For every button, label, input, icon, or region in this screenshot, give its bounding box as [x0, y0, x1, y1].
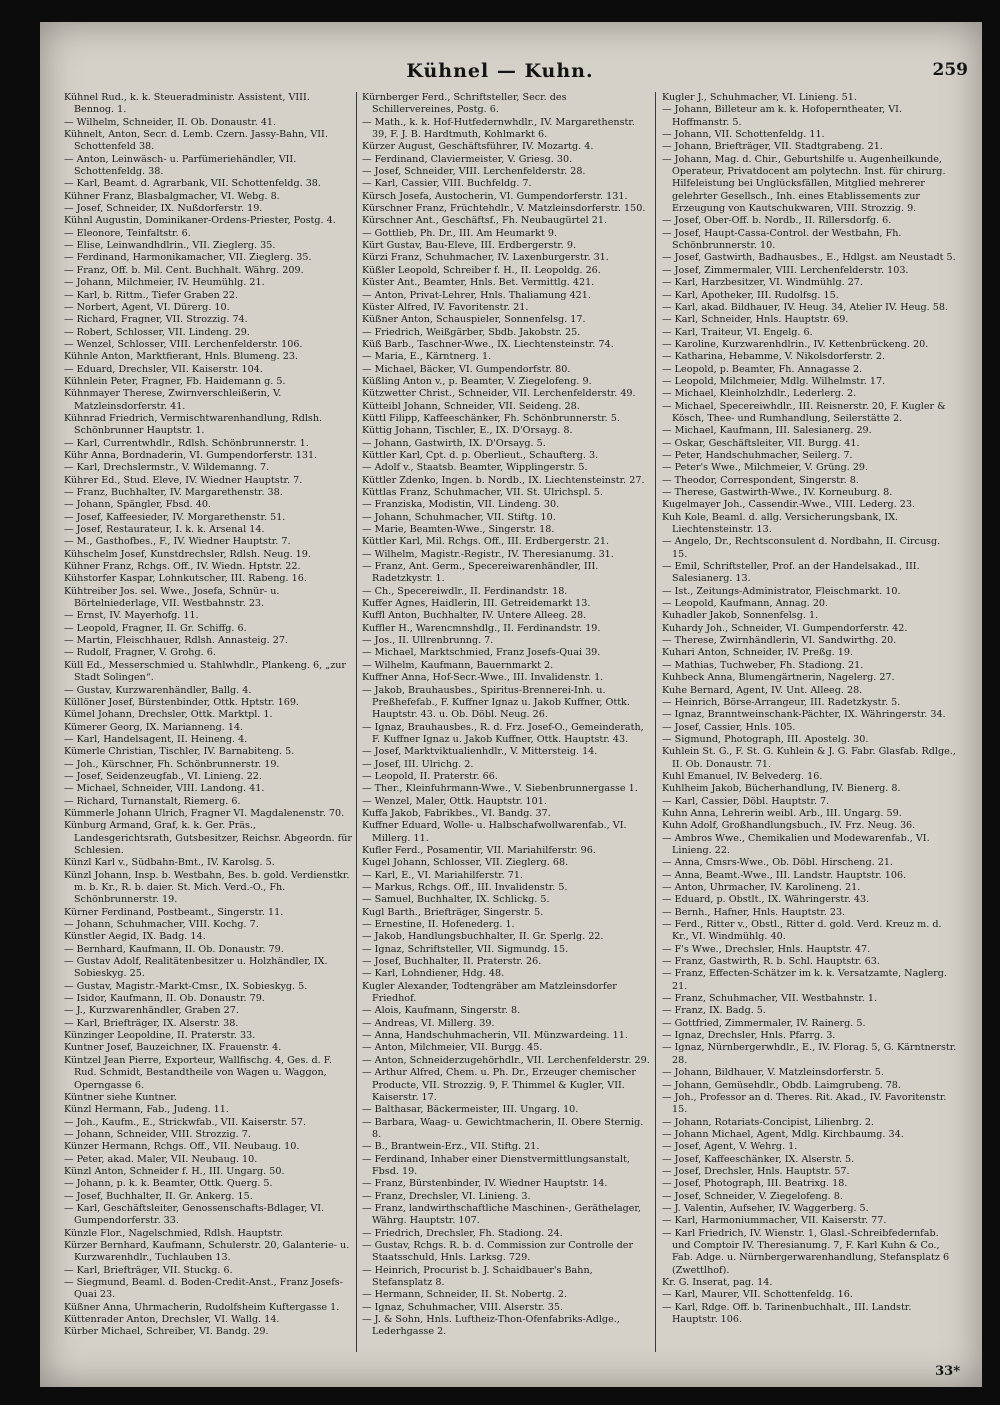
- directory-entry: Küßner Anton, Schauspieler, Sonnenfelsg. 17.: [362, 314, 586, 326]
- directory-entry: — Johann, Schuhmacher, VIII. Kochg. 7.: [64, 919, 259, 931]
- directory-entry: Kürnberger Ferd., Schriftsteller, Secr. des Schillervereines, Postg. 6.: [362, 92, 567, 116]
- directory-entry: — Johann Michael, Agent, Mdlg. Kirchbaumg. 34.: [662, 1128, 904, 1140]
- directory-entry: — Karoline, Kurzwarenhdlrin., IV. Kettenbrückeng. 20.: [662, 338, 929, 350]
- directory-entry: — Jos., II. Ullrenbrunng. 7.: [362, 635, 494, 647]
- directory-entry: — Karl, Traiteur, VI. Engelg. 6.: [662, 326, 813, 338]
- directory-entry: — Leopold, Fragner, II. Gr. Schiffg. 6.: [64, 622, 247, 634]
- directory-entry: — Peter's Wwe., Milchmeier, V. Grüng. 29.: [662, 462, 869, 474]
- directory-entry: Kührer Ed., Stud. Eleve, IV. Wiedner Hauptstr. 7.: [64, 474, 303, 486]
- directory-entry: — Johann, p. k. k. Beamter, Ottk. Querg. 5.: [64, 1178, 273, 1190]
- directory-entry: — Leopold, II. Praterstr. 66.: [362, 770, 498, 782]
- directory-entry: — Michael, Kaufmann, III. Salesianerg. 29.: [662, 425, 872, 437]
- directory-entry: Kühner Franz, Blasbalgmacher, VI. Webg. 8.: [64, 190, 280, 202]
- directory-entry: — Andreas, VI. Millerg. 39.: [362, 1017, 495, 1029]
- directory-entry: — Karl, akad. Bildhauer, IV. Heug. 34, Atelier IV. Heug. 58.: [662, 301, 949, 313]
- running-title: Kühnel — Kuhn.: [406, 60, 594, 82]
- directory-entry: — Bernh., Hafner, Hnls. Hauptstr. 23.: [662, 906, 846, 918]
- directory-entry: — Franz, Off. b. Mil. Cent. Buchhalt. Währg. 209.: [64, 264, 304, 276]
- directory-entry: — Ferdinand, Inhaber einer Dienstvermittlungsanstalt, Fbsd. 19.: [362, 1153, 630, 1177]
- directory-entry: — Karl, Cassier, VIII. Buchfeldg. 7.: [362, 178, 532, 190]
- directory-entry: — Eduard, p. Obstlt., IX. Währingerstr. 43.: [662, 894, 870, 906]
- directory-entry: — Marie, Beamten-Wwe., Singerstr. 18.: [362, 524, 555, 536]
- directory-entry: — Michael, Schneider, VIII. Landong. 41.: [64, 783, 265, 795]
- directory-entry: — Sigmund, Photograph, III. Apostelg. 30.: [662, 733, 869, 745]
- directory-entry: — Barbara, Waag- u. Gewichtmacherin, II. Obere Sternig. 8.: [362, 1116, 644, 1140]
- directory-entry: Kuhn Adolf, Großhandlungsbuch., IV. Frz. Neug. 36.: [662, 820, 916, 832]
- directory-entry: Kr. G. Inserat, pag. 14.: [662, 1277, 773, 1288]
- directory-entry: Kuffner Eduard, Wolle- u. Halbschafwollwarenfab., VI. Millerg. 11.: [362, 820, 627, 844]
- directory-column-3: [662, 92, 958, 1362]
- directory-entry: — Karl, Harmoniummacher, VII. Kaiserstr. 77.: [662, 1215, 887, 1227]
- column-divider: [356, 92, 357, 1352]
- directory-entry: — Josef, Kaffeesieder, IV. Morgarethenstr. 51.: [64, 511, 286, 523]
- directory-entry: Küßler Leopold, Schreiber f. H., II. Leopoldg. 26.: [362, 264, 601, 276]
- directory-entry: — Jakob, Handlungsbuchhalter, II. Gr. Sperlg. 22.: [362, 931, 604, 943]
- directory-entry: — Johann, Mag. d. Chir., Geburtshilfe u. Augenheilkunde, Operateur, Privatdocent am polytechn. Inst. für chirurg. Hilfeleistung bei Unglücksfällen, Mitglied mehrerer gelehrter Gesellsch., Inh. eines Etablissements zur Erzeugung von Kautschukwaren, VIII. Strozzig. 9.: [662, 153, 946, 215]
- directory-entry: — Ist., Zeitungs-Administrator, Fleischmarkt. 10.: [662, 585, 901, 597]
- directory-entry: — Arthur Alfred, Chem. u. Ph. Dr., Erzeuger chemischer Producte, VII. Strozzig. 9, F. Thimmel & Kugler, VII. Kaiserstr. 17.: [362, 1067, 636, 1103]
- directory-entry: — Josef, Kaffeeschänker, IX. Alserstr. 5.: [662, 1153, 855, 1165]
- directory-entry: Kugl Barth., Briefträger, Singerstr. 5.: [362, 906, 544, 918]
- directory-entry: Künzl Karl v., Südbahn-Bmt., IV. Karolsg. 5.: [64, 857, 275, 869]
- directory-entry: — Karl, Rdge. Off. b. Tarinenbuchhalt., III. Landstr. Hauptstr. 106.: [662, 1301, 912, 1326]
- directory-entry: Küßner Anna, Uhrmacherin, Rudolfsheim Kuftergasse 1.: [64, 1301, 340, 1313]
- directory-entry: — Josef, Buchhalter, II. Praterstr. 26.: [362, 956, 542, 968]
- directory-entry: — Johann, Gemüsehdlr., Obdb. Laimgrubeng. 78.: [662, 1079, 901, 1091]
- directory-entry: Kühnelt, Anton, Secr. d. Lemb. Czern. Jassy-Bahn, VII. Schottenfeld 38.: [64, 129, 328, 153]
- directory-entry: Künzle Flor., Nagelschmied, Rdlsh. Hauptstr.: [64, 1227, 284, 1239]
- directory-entry: — Franz, Bürstenbinder, IV. Wiedner Hauptstr. 14.: [362, 1178, 608, 1190]
- directory-entry: Kuhardy Joh., Schneider, VI. Gumpendorferstr. 42.: [662, 622, 908, 634]
- directory-entry: Kugel Johann, Schlosser, VII. Zieglerg. 68.: [362, 857, 569, 869]
- directory-column-1: [64, 92, 352, 1362]
- directory-entry: Kühr Anna, Bordnaderin, VI. Gumpendorferstr. 131.: [64, 449, 318, 461]
- directory-entry: — Michael, Kleinholzhdlr., Lederlerg. 2.: [662, 388, 857, 400]
- directory-entry: Kürzer Bernhard, Kaufmann, Schulerstr. 20, Galanterie- u. Kurzwarenhdlr., Tuchlauben 13.: [64, 1239, 350, 1264]
- directory-entry: Kuh Kole, Beaml. d. allg. Versicherungsbank, IX. Liechtensteinstr. 13.: [662, 511, 899, 536]
- directory-entry: — Ernst, IV. Mayerhofg. 11.: [64, 610, 199, 622]
- directory-entry: Künstler Aegid, IX. Badg. 14.: [64, 931, 206, 943]
- directory-entry: — Ignaz, Brauhausbes., R. d. Frz. Josef-O., Gemeinderath, F. Kuffner Ignaz u. Jakob Kuffner, Ottk. Hauptstr. 43.: [362, 721, 644, 745]
- directory-entry: — Joh., Professor an d. Theres. Rit. Akad., IV. Favoritenstr. 15.: [662, 1091, 947, 1116]
- directory-entry: — Josef, Gastwirth, Badhausbes., E., Hdlgst. am Neustadt 5.: [662, 252, 956, 264]
- directory-entry: Kuhl Emanuel, IV. Belvederg. 16.: [662, 770, 823, 782]
- directory-entry: Künzl Hermann, Fab., Judeng. 11.: [64, 1104, 229, 1116]
- directory-entry: — Karl, Currentwhdlr., Rdlsh. Schönbrunnerstr. 1.: [64, 437, 309, 449]
- directory-entry: Küttenrader Anton, Drechsler, VI. Wallg. 14.: [64, 1314, 280, 1326]
- directory-entry: Kuffa Jakob, Fabrikbes., VI. Bandg. 37.: [362, 807, 551, 819]
- directory-entry: — M., Gasthofbes., F., IV. Wiedner Hauptstr. 7.: [64, 536, 291, 548]
- directory-entry: Kuffer Agnes, Haidlerin, III. Getreidemarkt 13.: [362, 598, 591, 610]
- directory-entry: — Karl, Briefträger, VII. Stuckg. 6.: [64, 1264, 233, 1276]
- directory-entry: — Michael, Marktschmied, Franz Josefs-Quai 39.: [362, 647, 601, 659]
- directory-entry: — Karl, Apotheker, III. Rudolfsg. 15.: [662, 289, 839, 301]
- directory-entry: — Therese, Zwirnhändlerin, VI. Sandwirthg. 20.: [662, 635, 897, 647]
- directory-entry: — J. & Sohn, Hnls. Luftheiz-Thon-Ofenfabriks-Adlge., Lederhgasse 2.: [362, 1314, 620, 1338]
- directory-entry: — Alois, Kaufmann, Singerstr. 8.: [362, 1005, 521, 1017]
- directory-entry: Küntner siehe Kuntner.: [64, 1091, 177, 1103]
- directory-entry: — J. Valentin, Aufseher, IV. Waggerberg. 5.: [662, 1202, 869, 1214]
- directory-entry: Küttler Karl, Mil. Rchgs. Off., III. Erdbergerstr. 21.: [362, 536, 610, 548]
- directory-entry: — Anton, Milchmeier, VII. Burgg. 45.: [362, 1042, 543, 1054]
- directory-entry: — Johann, Rotariats-Concipist, Lilienbrg. 2.: [662, 1116, 874, 1128]
- directory-entry: — Karl, Schneider, Hnls. Hauptstr. 69.: [662, 314, 849, 326]
- directory-entry: Küttler Zdenko, Ingen. b. Nordb., IX. Liechtensteinstr. 27.: [362, 474, 645, 486]
- directory-entry: Küster Ant., Beamter, Hnls. Bet. Vermittlg. 421.: [362, 277, 595, 289]
- directory-entry: — Michael, Specereiwhdlr., III. Reisnerstr. 20, F. Kugler & Kösch, Thee- und Rumhandlung, Seilerstätte 2.: [662, 400, 946, 424]
- directory-entry: — Therese, Gastwirth-Wwe., IV. Korneuburg. 8.: [662, 487, 893, 498]
- directory-entry: — Johann, VII. Schottenfeldg. 11.: [662, 129, 825, 141]
- directory-entry: Kühnlein Peter, Fragner, Fb. Haidemann g. 5.: [64, 375, 286, 387]
- directory-entry: — Josef, Drechsler, Hnls. Hauptstr. 57.: [662, 1165, 850, 1177]
- directory-entry: — Richard, Fragner, VII. Strozzig. 74.: [64, 314, 248, 326]
- directory-entry: — Jakob, Brauhausbes., Spiritus-Brennerei-Inh. u. Preßhefefab., F. Kuffner Ignaz u. Jakob Kuffner, Ottk. Hauptstr. 43. u. Ob. Döbl. Neug. 26.: [362, 684, 630, 721]
- directory-entry: — Hermann, Schneider, II. St. Nobertg. 2.: [362, 1289, 568, 1301]
- directory-entry: — Karl, E., VI. Mariahilferstr. 71.: [362, 869, 523, 881]
- directory-entry: — B., Brantwein-Erz., VII. Stiftg. 21.: [362, 1141, 540, 1153]
- directory-entry: — Angelo, Dr., Rechtsconsulent d. Nordbahn, II. Circusg. 15.: [662, 536, 941, 560]
- directory-entry: — Josef, Schneider, VIII. Lerchenfelderstr. 28.: [362, 166, 586, 178]
- directory-entry: — Martin, Fleischhauer, Rdlsh. Annasteig. 27.: [64, 635, 288, 647]
- directory-entry: Kürt Gustav, Bau-Eleve, III. Erdbergerstr. 9.: [362, 240, 577, 252]
- directory-entry: — Johann, Gastwirth, IX. D'Orsayg. 5.: [362, 437, 546, 449]
- directory-entry: — Anton, Leinwäsch- u. Parfümeriehändler, VII. Schottenfeldg. 38.: [64, 153, 297, 178]
- directory-entry: — Ambros Wwe., Chemikalien und Modewarenfab., VI. Linieng. 22.: [662, 832, 930, 856]
- directory-entry: — Josef, Photograph, III. Beatrixg. 18.: [662, 1178, 848, 1190]
- directory-entry: Kümel Johann, Drechsler, Ottk. Marktpl. 1.: [64, 709, 273, 721]
- directory-entry: Kürsch Josefa, Austocherin, VI. Gumpendorferstr. 131.: [362, 190, 628, 202]
- directory-entry: Künzl Anton, Schneider f. H., III. Ungarg. 50.: [64, 1165, 285, 1177]
- directory-entry: — Oskar, Geschäftsleiter, VII. Burgg. 41.: [662, 437, 860, 449]
- directory-entry: — Karl, Handelsagent, II. Heineng. 4.: [64, 733, 248, 745]
- directory-entry: — Karl, Lohndiener, Hdg. 48.: [362, 968, 505, 980]
- directory-entry: — Joh., Kürschner, Fh. Schönbrunnerstr. 19.: [64, 758, 280, 770]
- directory-entry: — Robert, Schlosser, VII. Lindeng. 29.: [64, 326, 250, 338]
- directory-entry: Küntzel Jean Pierre, Exporteur, Wallfischg. 4, Ges. d. F. Rud. Schmidt, Bestandtheile von Wagen u. Waggon, Operngasse 6.: [64, 1054, 332, 1091]
- directory-entry: — Wilhelm, Schneider, II. Ob. Donaustr. 41.: [64, 116, 277, 128]
- directory-entry: — Michael, Bäcker, VI. Gumpendorfstr. 80.: [362, 363, 571, 375]
- directory-entry: — Johann, Schneider, VIII. Strozzig. 7.: [64, 1128, 251, 1140]
- directory-entry: Kühnrad Friedrich, Vermischtwarenhandlung, Rdlsh. Schönbrunner Hauptstr. 1.: [64, 412, 323, 437]
- directory-entry: Kuffl Anton, Buchhalter, IV. Untere Alleeg. 28.: [362, 610, 587, 622]
- directory-entry: — Leopold, Kaufmann, Annag. 20.: [662, 598, 829, 610]
- directory-entry: — Emil, Schriftsteller, Prof. an der Handelsakad., III. Salesianerg. 13.: [662, 561, 920, 585]
- directory-entry: Künzer Hermann, Rchgs. Off., VII. Neubaug. 10.: [64, 1141, 300, 1153]
- directory-entry: — Josef, Zimmermaler, VIII. Lerchenfelderstr. 103.: [662, 264, 909, 276]
- directory-entry: — Isidor, Kaufmann, II. Ob. Donaustr. 79.: [64, 993, 265, 1005]
- directory-entry: — Anna, Beamt.-Wwe., III. Landstr. Hauptstr. 106.: [662, 869, 907, 881]
- directory-entry: — Karl, Maurer, VII. Schottenfeldg. 16.: [662, 1289, 853, 1301]
- directory-entry: — Gustav, Kurzwarenhändler, Ballg. 4.: [64, 684, 252, 696]
- directory-entry: — Friedrich, Drechsler, Fh. Stadiong. 24.: [362, 1227, 563, 1239]
- directory-entry: Kühnel Rud., k. k. Steueradministr. Assistent, VIII. Bennog. 1.: [64, 92, 310, 116]
- directory-entry: — Franz, Buchhalter, IV. Margarethenstr. 38.: [64, 487, 283, 498]
- signature-mark: 33*: [935, 1364, 960, 1379]
- directory-entry: — Wenzel, Schlosser, VIII. Lerchenfelderstr. 106.: [64, 338, 303, 350]
- directory-entry: — Peter, Handschuhmacher, Seilerg. 7.: [662, 449, 853, 461]
- directory-entry: — Friedrich, Weißgärber, Sbdb. Jakobstr. 25.: [362, 326, 581, 338]
- directory-entry: Kuhlheim Jakob, Bücherhandlung, IV. Bienerg. 8.: [662, 783, 901, 795]
- directory-entry: Kümmerle Johann Ulrich, Fragner VI. Magdalenenstr. 70.: [64, 807, 345, 819]
- directory-entry: — Franz, Gastwirth, R. b. Schl. Hauptstr. 63.: [662, 956, 880, 968]
- directory-entry: Kühnl Augustin, Dominikaner-Ordens-Priester, Postg. 4.: [64, 215, 336, 227]
- directory-entry: — Karl, Beamt. d. Agrarbank, VII. Schottenfeldg. 38.: [64, 178, 321, 190]
- directory-page: [40, 22, 982, 1387]
- directory-entry: — Franziska, Modistin, VII. Lindeng. 30.: [362, 499, 560, 511]
- directory-entry: — Johann, Billeteur am k. k. Hofoperntheater, VI. Hoffmanstr. 5.: [662, 104, 903, 128]
- directory-entry: — Peter, akad. Maler, VII. Neubaug. 10.: [64, 1153, 258, 1165]
- directory-entry: — Bernhard, Kaufmann, II. Ob. Donaustr. 79.: [64, 943, 284, 955]
- directory-entry: — Johann, Milchmeier, IV. Heumühlg. 21.: [64, 277, 265, 289]
- directory-entry: Küttig Johann, Tischler, E., IX. D'Orsayg. 8.: [362, 425, 573, 437]
- directory-entry: Küßling Anton v., p. Beamter, V. Ziegelofeng. 9.: [362, 375, 592, 387]
- directory-entry: — Markus, Rchgs. Off., III. Invalidenstr. 5.: [362, 882, 568, 893]
- directory-entry: — Josef, Marktviktualienhdlr., V. Mittersteig. 14.: [362, 746, 598, 758]
- directory-entry: — Franz, Drechsler, VI. Linieng. 3.: [362, 1190, 531, 1202]
- directory-entry: — Ignaz, Nürnbergerwhdlr., E., IV. Florag. 5, G. Kärntnerstr. 28.: [662, 1042, 957, 1066]
- directory-entry: — Johann, Bildhauer, V. Matzleinsdorferstr. 5.: [662, 1067, 884, 1079]
- directory-entry: — Karl, Briefträger, IX. Alserstr. 38.: [64, 1017, 239, 1029]
- directory-entry: — Franz, IX. Badg. 5.: [662, 1005, 766, 1017]
- directory-entry: — Heinrich, Procurist b. J. Schaidbauer's Bahn, Stefansplatz 8.: [362, 1264, 593, 1288]
- directory-entry: Kuhari Anton, Schneider, IV. Preßg. 19.: [662, 647, 854, 659]
- directory-entry: — Josef, Haupt-Cassa-Control. der Westbahn, Fh. Schönbrunnerstr. 10.: [662, 227, 902, 252]
- directory-entry: — Gustav Adolf, Realitätenbesitzer u. Holzhändler, IX. Sobieskyg. 25.: [64, 956, 328, 980]
- directory-entry: — Josef, Schneider, IX. Nußdorferstr. 19.: [64, 203, 263, 215]
- directory-entry: Kümerle Christian, Tischler, IV. Barnabiteng. 5.: [64, 746, 295, 758]
- directory-entry: — Samuel, Buchhalter, IX. Schlickg. 5.: [362, 894, 550, 906]
- directory-entry: Kuhn Anna, Lehrerin weibl. Arb., III. Ungarg. 59.: [662, 807, 902, 819]
- directory-entry: — Norbert, Agent, VI. Dürerg. 10.: [64, 301, 230, 313]
- directory-entry: Kühschelm Josef, Kunstdrechsler, Rdlsh. Neug. 19.: [64, 548, 311, 560]
- directory-entry: Küll Ed., Messerschmied u. Stahlwhdlr., Plankeng. 6, „zur Stadt Solingen“.: [64, 659, 347, 684]
- directory-entry: Kuhbeck Anna, Blumengärtnerin, Nagelerg. 27.: [662, 672, 895, 684]
- directory-entry: — Ch., Specereiwdlr., II. Ferdinandstr. 18.: [362, 585, 568, 597]
- directory-entry: Kugler Alexander, Todtengräber am Matzleinsdorfer Friedhof.: [362, 980, 617, 1005]
- directory-entry: Küttl Filipp, Kaffeeschänker, Fh. Schönbrunnerstr. 5.: [362, 412, 620, 424]
- directory-entry: Kühstorfer Kaspar, Lohnkutscher, III. Rabeng. 16.: [64, 573, 307, 585]
- page-header: [40, 60, 982, 88]
- directory-entry: Kugler J., Schuhmacher, VI. Linieng. 51.: [662, 92, 857, 103]
- directory-entry: — Wilhelm, Magistr.-Registr., IV. Theresianumg. 31.: [362, 548, 614, 560]
- directory-entry: — Ignaz, Schuhmacher, VIII. Alserstr. 35.: [362, 1301, 564, 1313]
- directory-entry: — Johann, Schuhmacher, VII. Stiftg. 10.: [362, 511, 556, 523]
- directory-entry: Kürschner Franz, Früchtehdlr., V. Matzleinsdorferstr. 150.: [362, 203, 646, 215]
- directory-entry: — Karl, b. Rittm., Tiefer Graben 22.: [64, 289, 239, 301]
- directory-entry: — Karl, Cassier, Döbl. Hauptstr. 7.: [662, 795, 830, 807]
- directory-entry: — Rudolf, Fragner, V. Grohg. 6.: [64, 647, 216, 659]
- directory-entry: Küttlas Franz, Schuhmacher, VII. St. Ulrichspl. 5.: [362, 487, 603, 498]
- directory-entry: — J., Kurzwarenhändler, Graben 27.: [64, 1005, 239, 1017]
- directory-entry: Kürber Michael, Schreiber, VI. Bandg. 29.: [64, 1326, 269, 1338]
- directory-entry: Kühner Franz, Rchgs. Off., IV. Wiedn. Hptstr. 22.: [64, 561, 301, 573]
- directory-entry: — Josef, Buchhalter, II. Gr. Ankerg. 15.: [64, 1190, 253, 1202]
- directory-entry: Kuhlein St. G., F. St. G. Kuhlein & J. G. Fabr. Glasfab. Rdlge., II. Ob. Donaustr. 71.: [662, 746, 956, 770]
- directory-entry: — Johann, Spängler, Fbsd. 40.: [64, 499, 211, 511]
- directory-entry: — Elise, Leinwandhdlrin., VII. Zieglerg. 35.: [64, 240, 276, 252]
- directory-entry: Kürner Ferdinand, Postbeamt., Singerstr. 11.: [64, 906, 284, 918]
- directory-entry: Künburg Armand, Graf, k. k. Ger. Präs., Landesgerichtsrath, Gutsbesitzer, Reichsr. Abgeordn. für Schlesien.: [64, 820, 352, 856]
- directory-entry: — Karl, Harzbesitzer, VI. Windmühlg. 27.: [662, 277, 863, 289]
- directory-entry: — Johann, Briefträger, VII. Stadtgrabeng. 21.: [662, 141, 883, 153]
- directory-entry: — Ther., Kleinfuhrmann-Wwe., V. Siebenbrunnergasse 1.: [362, 783, 638, 795]
- directory-entry: — Richard, Turnanstalt, Riemerg. 6.: [64, 795, 241, 807]
- directory-entry: Küttler Karl, Cpt. d. p. Oberlieut., Schaufterg. 3.: [362, 449, 599, 461]
- directory-entry: — Josef, III. Ulrichg. 2.: [362, 758, 474, 770]
- directory-entry: — Josef, Restaurateur, I. k. k. Arsenal 14.: [64, 524, 265, 536]
- directory-entry: — Franz, Effecten-Schätzer im k. k. Versatzamte, Naglerg. 21.: [662, 968, 947, 992]
- column-divider: [655, 92, 656, 1352]
- directory-entry: — Theodor, Correspondent, Singerstr. 8.: [662, 474, 859, 486]
- directory-entry: — Franz, landwirthschaftliche Maschinen-, Geräthelager, Währg. Hauptstr. 107.: [362, 1202, 641, 1227]
- directory-entry: Kühnmayer Therese, Zwirnverschleißerin, V. Matzleinsdorferstr. 41.: [64, 388, 282, 412]
- directory-entry: — Franz, Schuhmacher, VII. Westbahnstr. 1.: [662, 993, 878, 1005]
- directory-entry: Kütteibl Johann, Schneider, VII. Seideng. 28.: [362, 400, 580, 412]
- directory-entry: — Karl, Drechslermstr., V. Wildemanng. 7.: [64, 462, 270, 474]
- directory-entry: — Josef, Agent, V. Wehrg. 1.: [662, 1141, 798, 1153]
- directory-entry: — Josef, Seidenzeugfab., VI. Linieng. 22.: [64, 770, 262, 782]
- directory-column-2: [362, 92, 650, 1362]
- directory-entry: — Katharina, Hebamme, V. Nikolsdorferstr. 2.: [662, 351, 886, 363]
- directory-entry: Kuhe Bernard, Agent, IV. Unt. Alleeg. 28.: [662, 684, 863, 696]
- directory-entry: Kützwetter Christ., Schneider, VII. Lerchenfelderstr. 49.: [362, 388, 636, 400]
- directory-entry: — Josef, Ober-Off. b. Nordb., II. Rillersdorfg. 6.: [662, 215, 892, 227]
- directory-entry: — Karl, Geschäftsleiter, Genossenschafts-Bdlager, VI. Gumpendorferstr. 33.: [64, 1202, 325, 1227]
- directory-entry: — Gustav, Rchgs. R. b. d. Commission zur Controlle der Staatsschuld, Hnls. Larksg. 729.: [362, 1239, 634, 1264]
- directory-entry: Künzinger Leopoldine, II. Praterstr. 33.: [64, 1030, 256, 1042]
- directory-entry: Küster Alfred, IV. Favoritenstr. 21.: [362, 301, 529, 313]
- directory-entry: — Anna, Handschuhmacherin, VII. Münzwardeing. 11.: [362, 1030, 628, 1042]
- directory-entry: — Anna, Cmsrs-Wwe., Ob. Döbl. Hirscheng. 21.: [662, 857, 893, 869]
- directory-entry: — Adolf v., Staatsb. Beamter, Wipplingerstr. 5.: [362, 462, 588, 474]
- directory-entry: — F's Wwe., Drechsler, Hnls. Hauptstr. 47.: [662, 943, 871, 955]
- directory-entry: Kürzer August, Geschäftsführer, IV. Mozartg. 4.: [362, 141, 594, 153]
- directory-entry: — Eleonore, Teinfaltstr. 6.: [64, 227, 191, 239]
- directory-entry: — Josef, Cassier, Hnls. 105.: [662, 721, 796, 733]
- directory-entry: Kugelmayer Joh., Cassendir.-Wwe., VIII. Lederg. 23.: [662, 499, 916, 511]
- directory-entry: — Siegmund, Beaml. d. Boden-Credit-Anst., Franz Josefs-Quai 23.: [64, 1277, 343, 1301]
- directory-entry: — Gustav, Magistr.-Markt-Cmsr., IX. Sobieskyg. 5.: [64, 980, 308, 992]
- directory-entry: — Maria, E., Kärntnerg. 1.: [362, 351, 492, 363]
- directory-entry: — Anton, Uhrmacher, IV. Karolineng. 21.: [662, 882, 861, 893]
- directory-entry: — Leopold, p. Beamter, Fh. Annagasse 2.: [662, 363, 863, 375]
- directory-entry: — Karl Friedrich, IV. Wienstr. 1, Glasl.-Schreibfedernfab. und Comptoir IV. Theresianumg. 7, F. Karl Kuhn & Co., Fab. Adge. u. Nürnbergerwarenhandlung, Stefansplatz 6 (Zwettlhof).: [662, 1227, 950, 1276]
- directory-entry: Kuffner Anna, Hof-Secr.-Wwe., III. Invalidenstr. 1.: [362, 672, 604, 684]
- directory-entry: Kufler Ferd., Posamentir, VII. Mariahilferstr. 96.: [362, 844, 596, 856]
- directory-entry: — Math., k. k. Hof-Hutfedernwhdlr., IV. Margarethenstr. 39, F. J. B. Hardtmuth, Kohlmarkt 6.: [362, 116, 635, 141]
- directory-entry: — Ferdinand, Claviermeister, V. Griesg. 30.: [362, 153, 573, 165]
- directory-entry: — Franz, Ant. Germ., Specereiwarenhändler, III. Radetzkystr. 1.: [362, 561, 599, 585]
- directory-entry: — Wenzel, Maler, Ottk. Hauptstr. 101.: [362, 795, 547, 807]
- directory-entry: Kühnle Anton, Marktfierant, Hnls. Blumeng. 23.: [64, 351, 299, 363]
- directory-entry: — Ignaz, Drechsler, Hnls. Pfarrg. 3.: [662, 1030, 836, 1042]
- directory-entry: — Anton, Privat-Lehrer, Hnls. Thaliamung 421.: [362, 289, 591, 301]
- directory-entry: — Gottlieb, Ph. Dr., III. Am Heumarkt 9.: [362, 227, 557, 239]
- directory-entry: — Ferdinand, Harmonikamacher, VII. Zieglerg. 35.: [64, 252, 312, 264]
- directory-entry: — Balthasar, Bäckermeister, III. Ungarg. 10.: [362, 1104, 579, 1116]
- directory-entry: Künzl Johann, Insp. b. Westbahn, Bes. b. gold. Verdienstkr. m. b. Kr., R. b. daier. St. Mich. Verd.-O., Fh. Schönbrunnerstr. 19.: [64, 869, 350, 906]
- directory-entry: — Ignaz, Schriftsteller, VII. Sigmundg. 15.: [362, 943, 569, 955]
- directory-entry: — Mathias, Tuchweber, Fh. Stadiong. 21.: [662, 659, 864, 671]
- directory-entry: — Wilhelm, Kaufmann, Bauernmarkt 2.: [362, 659, 554, 671]
- directory-entry: — Joh., Kaufm., E., Strickwfab., VII. Kaiserstr. 57.: [64, 1116, 307, 1128]
- directory-entry: — Heinrich, Börse-Arrangeur, III. Radetzkystr. 5.: [662, 696, 901, 708]
- directory-entry: — Ernestine, II. Hofenederg. 1.: [362, 919, 515, 931]
- directory-entry: — Josef, Schneider, V. Ziegelofeng. 8.: [662, 1190, 843, 1202]
- directory-entry: Kuhadler Jakob, Sonnenfelsg. 1.: [662, 610, 819, 622]
- directory-entry: Kuffler H., Warencmnshdlg., II. Ferdinandstr. 19.: [362, 622, 601, 634]
- directory-entry: Küß Barb., Taschner-Wwe., IX. Liechtensteinstr. 74.: [362, 338, 614, 350]
- directory-entry: — Anton, Schneiderzugehörhdlr., VII. Lerchenfelderstr. 29.: [362, 1054, 650, 1066]
- directory-entry: Kümerer Georg, IX. Marianneng. 14.: [64, 721, 244, 733]
- directory-entry: — Ignaz, Branntweinschank-Pächter, IX. Währingerstr. 34.: [662, 709, 946, 721]
- directory-entry: Küllöner Josef, Bürstenbinder, Ottk. Hptstr. 169.: [64, 696, 299, 708]
- directory-entry: — Ferd., Ritter v., Obstl., Ritter d. gold. Verd. Kreuz m. d. Kr., VI. Windmühlg. 40.: [662, 919, 942, 943]
- directory-entry: Kürschner Ant., Geschäftsf., Fh. Neubaugürtel 21.: [362, 215, 608, 227]
- page-number: 259: [932, 60, 968, 80]
- directory-entry: Kühtreiber Jos. sel. Wwe., Josefa, Schnür- u. Börtelniederlage, VII. Westbahnstr. 23.: [64, 585, 280, 610]
- directory-entry: — Gottfried, Zimmermaler, IV. Rainerg. 5.: [662, 1017, 866, 1029]
- directory-entry: Kuntner Josef, Bauzeichner, IX. Frauenstr. 4.: [64, 1042, 282, 1054]
- directory-entry: — Leopold, Milchmeier, Mdlg. Wilhelmstr. 17.: [662, 375, 886, 387]
- directory-entry: Kürzi Franz, Schuhmacher, IV. Laxenburgerstr. 31.: [362, 252, 609, 264]
- directory-entry: — Eduard, Drechsler, VII. Kaiserstr. 104.: [64, 363, 263, 375]
